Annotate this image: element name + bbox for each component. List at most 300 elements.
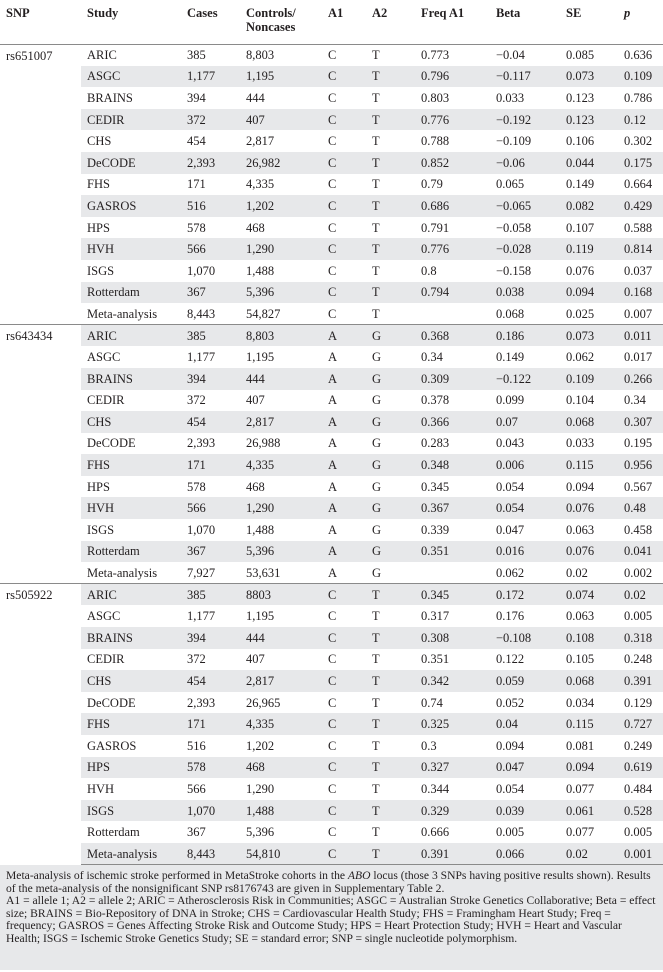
cell-se: 0.074 <box>560 584 618 606</box>
table-row <box>0 778 663 800</box>
cell-freq-a1: 0.366 <box>415 411 490 433</box>
cell-se: 0.123 <box>560 109 618 131</box>
cell-controls: 54,827 <box>246 306 281 321</box>
cell-controls: 407 <box>246 393 265 408</box>
cell-cases: 516 <box>187 738 206 753</box>
cell-cases: 454 <box>187 134 206 149</box>
cell-a1: A <box>322 541 366 563</box>
cell-cases: 2,393 <box>181 152 240 174</box>
cell-controls: 2,817 <box>240 411 322 433</box>
cell-freq-a1: 0.74 <box>421 695 443 710</box>
caption-gene-name: ABO <box>347 869 371 883</box>
cell-cases: 2,393 <box>187 695 216 710</box>
cell-controls: 1,195 <box>246 350 275 365</box>
cell-freq-a1: 0.796 <box>415 66 490 88</box>
cell-freq-a1: 0.391 <box>415 843 490 865</box>
cell-study: ASGC <box>87 350 121 365</box>
cell-a2: G <box>372 436 382 451</box>
cell-a1: C <box>322 282 366 304</box>
cell-cases: 1,070 <box>187 522 216 537</box>
cell-cases: 8,443 <box>187 306 216 321</box>
cell-a2: T <box>372 177 380 192</box>
cell-freq-a1: 0.794 <box>415 282 490 304</box>
cell-study: Rotterdam <box>87 825 140 840</box>
cell-se: 0.105 <box>566 652 595 667</box>
cell-controls: 1,488 <box>246 522 275 537</box>
cell-freq-a1: 0.345 <box>421 479 450 494</box>
cell-se: 0.082 <box>560 195 618 217</box>
cell-beta: −0.04 <box>490 44 560 66</box>
cell-freq-a1: 0.8 <box>421 263 437 278</box>
cell-a2: G <box>366 454 415 476</box>
cell-p: 0.02 <box>618 584 663 606</box>
cell-controls: 1,290 <box>240 497 322 519</box>
header-cases: Cases <box>187 6 218 20</box>
cell-p: 0.429 <box>618 195 663 217</box>
cell-study: Meta-analysis <box>87 306 158 321</box>
cell-a2: T <box>366 282 415 304</box>
cell-beta: −0.028 <box>490 238 560 260</box>
cell-p: 0.302 <box>624 134 653 149</box>
cell-study: ISGS <box>81 800 181 822</box>
cell-controls: 444 <box>240 368 322 390</box>
cell-p: 0.484 <box>624 781 653 796</box>
cell-a1: C <box>328 825 337 840</box>
cell-beta: −0.065 <box>490 195 560 217</box>
header-p: p <box>624 6 631 20</box>
cell-study: HVH <box>81 497 181 519</box>
table-row <box>0 130 663 152</box>
cell-se: 0.115 <box>560 713 618 735</box>
cell-cases: 171 <box>181 713 240 735</box>
cell-freq-a1: 0.686 <box>415 195 490 217</box>
cell-a1: C <box>322 195 366 217</box>
cell-cases: 385 <box>181 325 240 347</box>
cell-beta: 0.006 <box>490 454 560 476</box>
cell-freq-a1: 0.666 <box>421 825 450 840</box>
table-row <box>0 44 663 66</box>
cell-p: 0.011 <box>618 325 663 347</box>
caption-text-start: Meta-analysis of ischemic stroke performed in MetaStroke cohorts in the <box>6 869 348 883</box>
cell-a1: A <box>328 522 338 537</box>
cell-freq-a1: 0.791 <box>421 220 450 235</box>
cell-beta: 0.016 <box>490 541 560 563</box>
cell-se: 0.025 <box>566 306 595 321</box>
cell-p: 0.567 <box>624 479 653 494</box>
cell-beta: −0.06 <box>490 152 560 174</box>
cell-a1: C <box>328 177 337 192</box>
table-row <box>0 282 663 304</box>
cell-a2: T <box>372 738 380 753</box>
cell-a1: C <box>328 738 337 753</box>
cell-se: 0.081 <box>566 738 595 753</box>
table-row <box>0 497 663 519</box>
cell-a2: G <box>372 479 382 494</box>
cell-controls: 5,396 <box>240 282 322 304</box>
cell-controls: 1,202 <box>240 195 322 217</box>
cell-cases: 1,177 <box>181 66 240 88</box>
cell-se: 0.033 <box>566 436 595 451</box>
cell-controls: 53,631 <box>246 565 281 580</box>
cell-cases: 2,393 <box>187 436 216 451</box>
table-row <box>0 66 663 88</box>
cell-p: 0.664 <box>624 177 653 192</box>
cell-beta: −0.158 <box>496 263 532 278</box>
cell-a1: C <box>322 152 366 174</box>
cell-study: ARIC <box>81 584 181 606</box>
cell-study: ISGS <box>87 522 115 537</box>
cell-beta: −0.122 <box>490 368 560 390</box>
cell-cases: 385 <box>181 44 240 66</box>
cell-cases: 394 <box>181 627 240 649</box>
table-row <box>0 627 663 649</box>
table-row <box>0 519 663 541</box>
cell-a2: T <box>372 652 380 667</box>
cell-p: 0.528 <box>618 800 663 822</box>
cell-a2: G <box>372 350 382 365</box>
table-row <box>0 821 663 843</box>
cell-study: CEDIR <box>81 109 181 131</box>
cell-a1: C <box>328 306 337 321</box>
cell-a2: T <box>372 90 380 105</box>
cell-beta: −0.108 <box>490 627 560 649</box>
cell-se: 0.061 <box>560 800 618 822</box>
cell-study: BRAINS <box>81 368 181 390</box>
cell-controls: 4,335 <box>246 177 275 192</box>
cell-freq-a1 <box>415 303 490 325</box>
cell-beta: 0.054 <box>496 781 525 796</box>
table-row <box>0 368 663 390</box>
header-snp: SNP <box>6 6 30 20</box>
cell-beta: 0.059 <box>490 670 560 692</box>
cell-study: ASGC <box>87 609 121 624</box>
cell-controls: 444 <box>240 627 322 649</box>
cell-controls: 26,965 <box>246 695 281 710</box>
cell-a1: C <box>322 66 366 88</box>
cell-a1: C <box>322 670 366 692</box>
cell-cases: 578 <box>181 757 240 779</box>
cell-study: ARIC <box>81 325 181 347</box>
cell-study: Meta-analysis <box>81 843 181 865</box>
cell-controls: 1,290 <box>240 238 322 260</box>
cell-controls: 8803 <box>240 584 322 606</box>
cell-study: CHS <box>81 670 181 692</box>
table-row <box>0 346 663 368</box>
cell-se: 0.119 <box>560 238 618 260</box>
cell-a2: T <box>372 825 380 840</box>
cell-a1: C <box>322 584 366 606</box>
cell-beta: 0.005 <box>496 825 525 840</box>
cell-p: 0.318 <box>618 627 663 649</box>
cell-controls: 1,195 <box>246 609 275 624</box>
cell-a2: T <box>366 44 415 66</box>
cell-a1: A <box>328 350 338 365</box>
cell-a2: T <box>366 843 415 865</box>
cell-freq-a1: 0.776 <box>415 238 490 260</box>
cell-cases: 454 <box>181 411 240 433</box>
cell-beta: 0.099 <box>496 393 525 408</box>
cell-a1: C <box>322 627 366 649</box>
cell-cases: 385 <box>181 584 240 606</box>
cell-freq-a1: 0.348 <box>415 454 490 476</box>
cell-p: 0.005 <box>624 609 653 624</box>
cell-p: 0.195 <box>624 436 653 451</box>
cell-p: 0.001 <box>618 843 663 865</box>
table-row <box>0 670 663 692</box>
cell-beta: 0.04 <box>490 713 560 735</box>
cell-study: HPS <box>87 220 110 235</box>
cell-a2: G <box>366 368 415 390</box>
cell-freq-a1: 0.344 <box>421 781 450 796</box>
cell-study: BRAINS <box>81 627 181 649</box>
cell-study: HPS <box>87 479 110 494</box>
cell-a2: G <box>366 541 415 563</box>
table-row <box>0 109 663 131</box>
cell-cases: 566 <box>181 238 240 260</box>
table-row <box>0 433 663 455</box>
table-row <box>0 454 663 476</box>
caption-text-end: locus (those 3 SNPs having positive results shown). Results of the meta-analysis of the nonsignificant SNP rs8176743 are given in Supplementary Table 2. <box>6 869 651 895</box>
table-row <box>0 713 663 735</box>
cell-se: 0.076 <box>566 263 595 278</box>
cell-beta: 0.038 <box>490 282 560 304</box>
cell-a1: A <box>322 497 366 519</box>
cell-a1: A <box>328 565 338 580</box>
cell-se: 0.068 <box>560 670 618 692</box>
cell-cases: 8,443 <box>181 843 240 865</box>
table-row <box>0 800 663 822</box>
cell-controls: 2,817 <box>246 134 275 149</box>
cell-se: 0.077 <box>566 781 595 796</box>
cell-a2: T <box>366 757 415 779</box>
cell-freq-a1: 0.788 <box>421 134 450 149</box>
cell-a1: A <box>322 411 366 433</box>
cell-p: 0.727 <box>618 713 663 735</box>
cell-p: 0.041 <box>618 541 663 563</box>
cell-beta: 0.047 <box>490 757 560 779</box>
cell-freq-a1: 0.308 <box>415 627 490 649</box>
cell-controls: 1,202 <box>246 738 275 753</box>
cell-cases: 171 <box>181 454 240 476</box>
table-row <box>0 649 663 671</box>
cell-beta: −0.109 <box>496 134 532 149</box>
header-study: Study <box>87 6 119 20</box>
cell-beta: 0.07 <box>490 411 560 433</box>
table-row <box>0 390 663 412</box>
cell-cases: 1,177 <box>187 350 216 365</box>
cell-beta: 0.068 <box>496 306 525 321</box>
cell-p: 0.248 <box>624 652 653 667</box>
header-a2: A2 <box>372 6 388 20</box>
cell-controls: 1,488 <box>246 263 275 278</box>
cell-cases: 566 <box>181 497 240 519</box>
table-row <box>0 584 663 606</box>
cell-a2: T <box>372 220 380 235</box>
cell-controls: 2,817 <box>240 670 322 692</box>
cell-cases: 1,070 <box>181 800 240 822</box>
cell-p: 0.168 <box>618 282 663 304</box>
cell-controls: 407 <box>246 652 265 667</box>
cell-p: 0.814 <box>618 238 663 260</box>
cell-freq-a1: 0.79 <box>421 177 443 192</box>
cell-study: FHS <box>81 454 181 476</box>
cell-freq-a1: 0.283 <box>421 436 450 451</box>
cell-p: 0.005 <box>624 825 653 840</box>
cell-p: 0.109 <box>618 66 663 88</box>
table-row <box>0 562 663 584</box>
cell-cases: 367 <box>181 541 240 563</box>
cell-cases: 566 <box>187 781 206 796</box>
table-body <box>0 44 663 865</box>
cell-freq-a1: 0.309 <box>415 368 490 390</box>
cell-cases: 578 <box>187 220 206 235</box>
cell-se: 0.073 <box>560 325 618 347</box>
cell-beta: 0.033 <box>496 90 525 105</box>
cell-study: FHS <box>87 177 110 192</box>
cell-controls: 54,810 <box>240 843 322 865</box>
cell-p: 0.307 <box>618 411 663 433</box>
snp-id-cell: rs643434 <box>0 325 81 584</box>
cell-se: 0.044 <box>560 152 618 174</box>
cell-study: Rotterdam <box>81 282 181 304</box>
cell-se: 0.068 <box>560 411 618 433</box>
cell-p: 0.391 <box>618 670 663 692</box>
cell-beta: 0.052 <box>496 695 525 710</box>
cell-beta: 0.054 <box>496 479 525 494</box>
cell-freq-a1: 0.351 <box>415 541 490 563</box>
snp-id-cell: rs505922 <box>0 584 81 865</box>
table-row <box>0 238 663 260</box>
table-row <box>0 605 663 627</box>
cell-study: BRAINS <box>87 90 133 105</box>
cell-a2: G <box>372 393 382 408</box>
cell-se: 0.063 <box>566 522 595 537</box>
cell-cases: 394 <box>181 368 240 390</box>
cell-cases: 372 <box>187 393 206 408</box>
cell-p: 0.017 <box>624 350 653 365</box>
cell-a2: G <box>366 497 415 519</box>
cell-a2: T <box>366 195 415 217</box>
cell-a1: C <box>328 220 337 235</box>
cell-cases: 372 <box>187 652 206 667</box>
cell-a1: A <box>328 479 338 494</box>
cell-a1: C <box>328 90 337 105</box>
header-a1: A1 <box>328 6 344 20</box>
snp-id-cell: rs651007 <box>0 44 81 325</box>
cell-se: 0.077 <box>566 825 595 840</box>
cell-beta: −0.058 <box>496 220 532 235</box>
cell-controls: 26,982 <box>240 152 322 174</box>
table-row <box>0 757 663 779</box>
cell-controls: 444 <box>246 90 265 105</box>
cell-study: Rotterdam <box>81 541 181 563</box>
cell-p: 0.129 <box>624 695 653 710</box>
cell-beta: 0.094 <box>496 738 525 753</box>
cell-cases: 7,927 <box>187 565 216 580</box>
cell-se: 0.076 <box>560 541 618 563</box>
cell-p: 0.249 <box>624 738 653 753</box>
cell-freq-a1: 0.34 <box>421 350 443 365</box>
table-row <box>0 87 663 109</box>
cell-study: FHS <box>81 713 181 735</box>
cell-controls: 468 <box>246 220 265 235</box>
cell-cases: 1,177 <box>187 609 216 624</box>
cell-cases: 171 <box>187 177 206 192</box>
cell-p: 0.175 <box>618 152 663 174</box>
cell-a1: A <box>322 325 366 347</box>
cell-a2: T <box>372 263 380 278</box>
cell-a1: C <box>322 109 366 131</box>
cell-study: CHS <box>81 411 181 433</box>
cell-p: 0.037 <box>624 263 653 278</box>
cell-a1: C <box>328 609 337 624</box>
cell-cases: 1,070 <box>187 263 216 278</box>
cell-a2: T <box>366 584 415 606</box>
cell-a1: A <box>328 393 338 408</box>
cell-study: HVH <box>81 238 181 260</box>
cell-se: 0.115 <box>560 454 618 476</box>
cell-beta: 0.043 <box>496 436 525 451</box>
cell-a2: G <box>366 411 415 433</box>
cell-a2: T <box>366 152 415 174</box>
cell-a2: T <box>372 306 380 321</box>
cell-se: 0.076 <box>560 497 618 519</box>
cell-p: 0.002 <box>624 565 653 580</box>
cell-a2: T <box>366 800 415 822</box>
cell-se: 0.123 <box>566 90 595 105</box>
cell-freq-a1: 0.339 <box>421 522 450 537</box>
table-footnote <box>0 865 663 970</box>
cell-a2: T <box>366 627 415 649</box>
cell-p: 0.619 <box>618 757 663 779</box>
cell-a1: C <box>328 134 337 149</box>
cell-cases: 367 <box>187 825 206 840</box>
cell-p: 0.458 <box>624 522 653 537</box>
cell-beta: −0.192 <box>490 109 560 131</box>
cell-study: ASGC <box>81 66 181 88</box>
cell-beta: −0.117 <box>490 66 560 88</box>
cell-controls: 5,396 <box>240 541 322 563</box>
cell-study: HPS <box>81 757 181 779</box>
cell-study: DeCODE <box>87 436 136 451</box>
cell-beta: 0.149 <box>496 350 525 365</box>
table-row <box>0 217 663 239</box>
header-controls: Controls/ Noncases <box>246 6 296 34</box>
table-row <box>0 476 663 498</box>
cell-controls: 1,290 <box>246 781 275 796</box>
cell-a1: C <box>322 757 366 779</box>
cell-p: 0.12 <box>618 109 663 131</box>
table-row <box>0 325 663 347</box>
footnote-abbreviations: A1 = allele 1; A2 = allele 2; ARIC = Atherosclerosis Risk in Communities; ASGC = Australian Stroke Genetics Collaborative; Beta = effect size; BRAINS = Bio-Repository of DNA in Stroke; CHS = Cardiovascular Health Study; FHS = Framingham Heart Study; Freq = frequency; GASROS = Genes Affecting Stroke Risk and Outcome Study; HPS = Heart Protection Study; HVH = Heart and Vascular Health; ISGS = Ischemic Stroke Genetics Study; SE = standard error; SNP = single nucleotide polymorphism. <box>6 894 656 946</box>
cell-a2: G <box>372 522 382 537</box>
header-beta: Beta <box>496 6 521 20</box>
cell-freq-a1: 0.317 <box>421 609 450 624</box>
cell-se: 0.094 <box>560 757 618 779</box>
cell-controls: 1,195 <box>240 66 322 88</box>
cell-a2: T <box>372 609 380 624</box>
cell-cases: 367 <box>181 282 240 304</box>
cell-beta: 0.039 <box>490 800 560 822</box>
table-row <box>0 303 663 325</box>
cell-freq-a1: 0.803 <box>421 90 450 105</box>
cell-controls: 4,335 <box>240 454 322 476</box>
cell-study: CEDIR <box>87 393 125 408</box>
cell-cases: 516 <box>181 195 240 217</box>
cell-study: GASROS <box>87 738 137 753</box>
cell-a1: A <box>328 436 338 451</box>
cell-freq-a1: 0.3 <box>421 738 437 753</box>
